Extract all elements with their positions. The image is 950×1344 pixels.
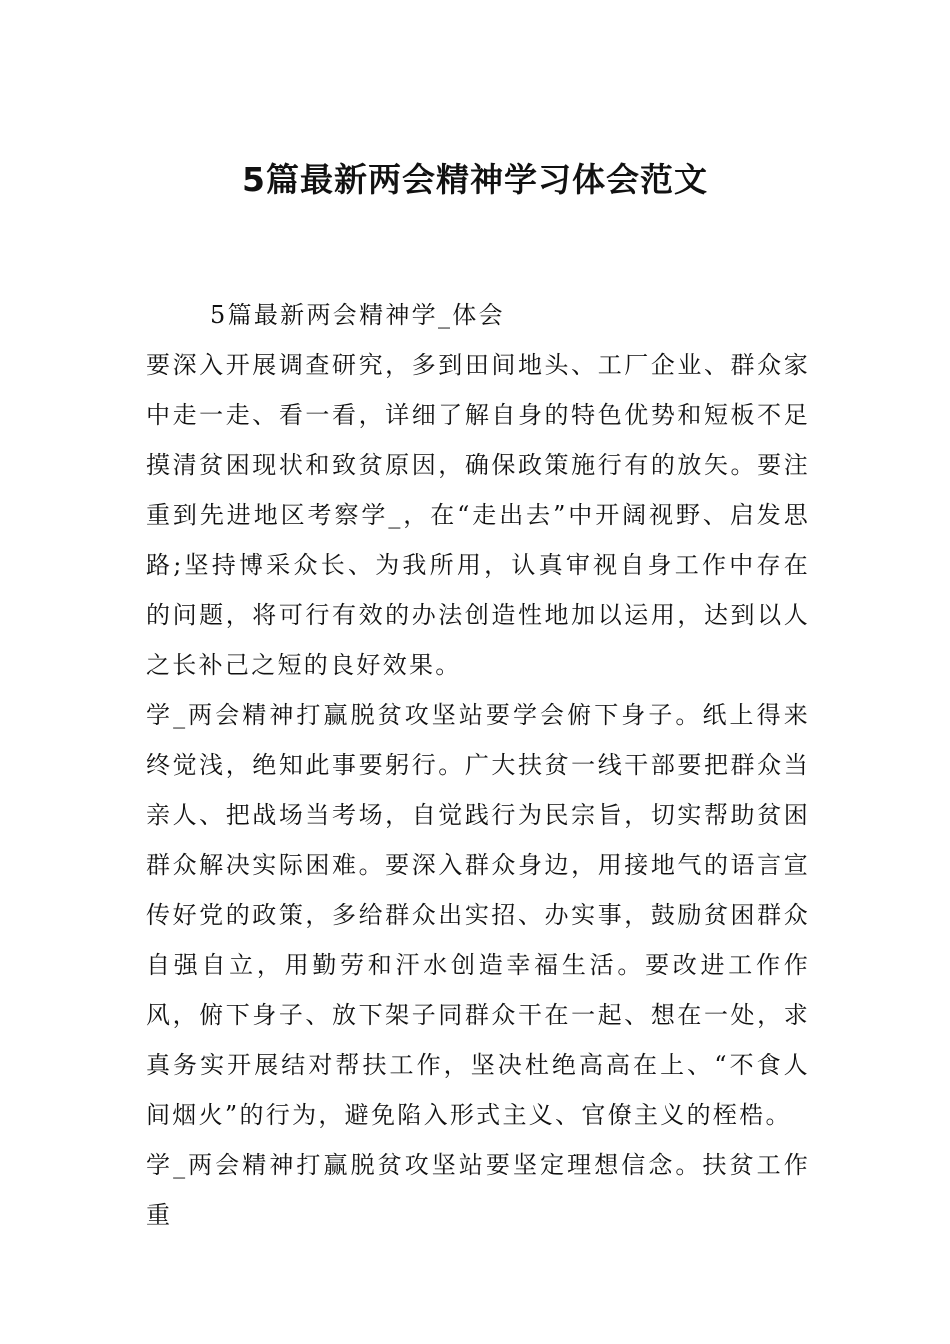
document-body — [146, 290, 810, 1240]
document-subtitle: 5篇最新两会精神学_体会 — [210, 301, 505, 329]
document-title: 5篇最新两会精神学习体会范文 — [242, 160, 708, 199]
paragraph-3: 学_两会精神打赢脱贫攻坚站要坚定理想信念。扶贫工作重 — [146, 1151, 810, 1229]
paragraph-2: 学_两会精神打赢脱贫攻坚站要学会俯下身子。纸上得来终觉浅，绝知此事要躬行。广大扶贫一线干部要把群众当亲人、把战场当考场，自觉践行为民宗旨，切实帮助贫困群众解决实际困难。要深入群众身边，用接地气的语言宣传好党的政策，多给群众出实招、办实事，鼓励贫困群众自强自立，用勤劳和汗水创造幸福生活。要改进工作作风，俯下身子、放下架子同群众干在一起、想在一处，求真务实开展结对帮扶工作，坚决杜绝高高在上、“不食人间烟火”的行为，避免陷入形式主义、官僚主义的桎梏。 — [146, 701, 810, 1129]
paragraph-1: 要深入开展调查研究，多到田间地头、工厂企业、群众家中走一走、看一看，详细了解自身的特色优势和短板不足摸清贫困现状和致贫原因，确保政策施行有的放矢。要注重到先进地区考察学_，在“走出去”中开阔视野、启发思路;坚持博采众长、为我所用，认真审视自身工作中存在的问题，将可行有效的办法创造性地加以运用，达到以人之长补己之短的良好效果。 — [146, 351, 810, 679]
